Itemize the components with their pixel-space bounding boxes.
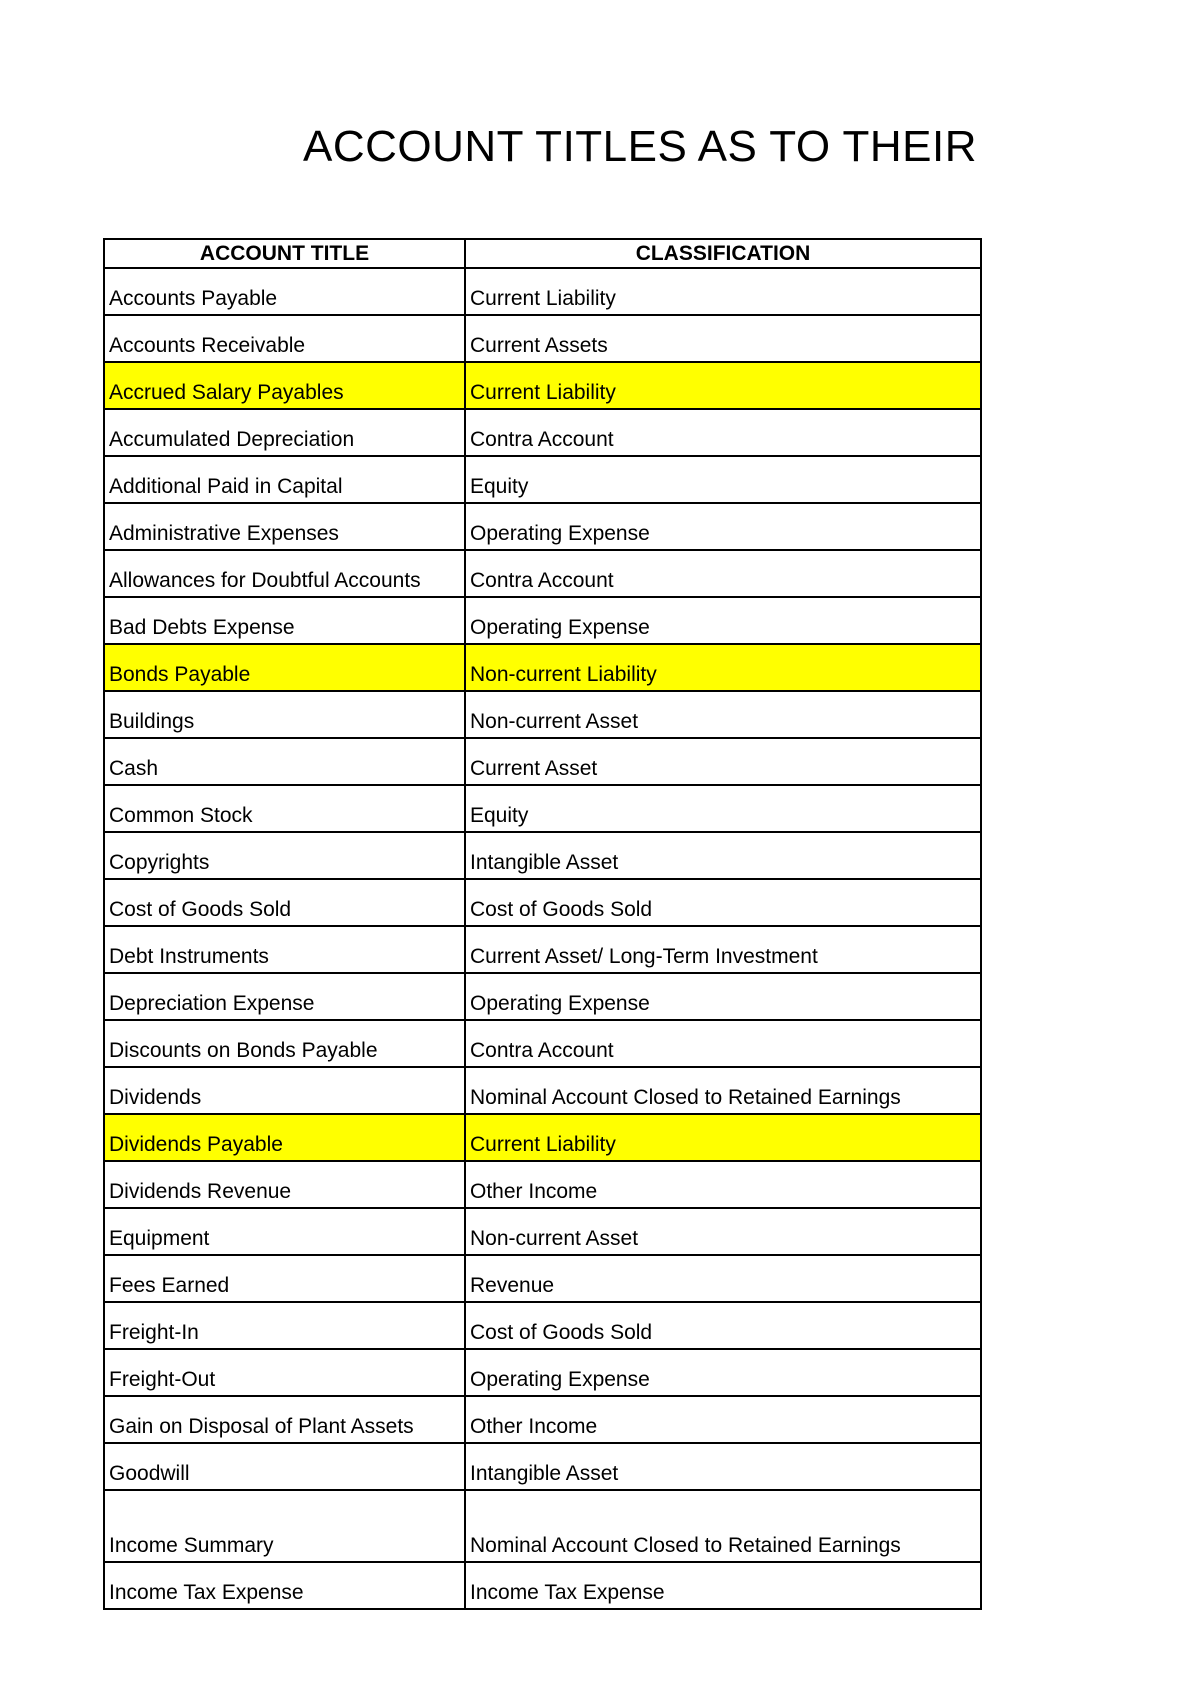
account-title-cell: Copyrights [104, 832, 465, 879]
classification-cell: Current Asset [465, 738, 981, 785]
table-row [104, 926, 981, 973]
table-row [104, 832, 981, 879]
account-title-cell: Discounts on Bonds Payable [104, 1020, 465, 1067]
account-title-cell: Buildings [104, 691, 465, 738]
classification-cell: Intangible Asset [465, 1443, 981, 1490]
account-title-cell: Accumulated Depreciation [104, 409, 465, 456]
classification-cell: Equity [465, 456, 981, 503]
classification-cell: Operating Expense [465, 503, 981, 550]
classification-cell: Non-current Asset [465, 1208, 981, 1255]
table-row [104, 597, 981, 644]
column-header-classification: CLASSIFICATION [465, 239, 981, 268]
account-title-cell: Accrued Salary Payables [104, 362, 465, 409]
table-row [104, 1396, 981, 1443]
classification-cell: Contra Account [465, 1020, 981, 1067]
classification-cell: Operating Expense [465, 597, 981, 644]
table-row [104, 738, 981, 785]
account-title-cell: Depreciation Expense [104, 973, 465, 1020]
account-title-cell: Additional Paid in Capital [104, 456, 465, 503]
classification-cell: Revenue [465, 1255, 981, 1302]
table-body [104, 268, 981, 1609]
table-row [104, 1020, 981, 1067]
table-row [104, 973, 981, 1020]
account-title-cell: Accounts Payable [104, 268, 465, 315]
classification-cell: Operating Expense [465, 973, 981, 1020]
account-title-cell: Dividends Payable [104, 1114, 465, 1161]
classification-cell: Intangible Asset [465, 832, 981, 879]
account-title-cell: Allowances for Doubtful Accounts [104, 550, 465, 597]
account-title-cell: Common Stock [104, 785, 465, 832]
classification-cell: Other Income [465, 1161, 981, 1208]
table-row [104, 503, 981, 550]
table-row [104, 1208, 981, 1255]
page-title: ACCOUNT TITLES AS TO THEIR [303, 122, 977, 171]
classification-cell: Income Tax Expense [465, 1562, 981, 1609]
account-title-cell: Accounts Receivable [104, 315, 465, 362]
classification-cell: Other Income [465, 1396, 981, 1443]
account-title-cell: Debt Instruments [104, 926, 465, 973]
table-row [104, 1562, 981, 1609]
classification-cell: Cost of Goods Sold [465, 879, 981, 926]
classification-cell: Contra Account [465, 550, 981, 597]
classification-cell: Non-current Liability [465, 644, 981, 691]
table-row [104, 362, 981, 409]
table-row [104, 550, 981, 597]
table-row [104, 456, 981, 503]
classification-cell: Nominal Account Closed to Retained Earnings [465, 1490, 981, 1562]
classification-cell: Nominal Account Closed to Retained Earnings [465, 1067, 981, 1114]
classification-cell: Current Liability [465, 1114, 981, 1161]
classification-cell: Equity [465, 785, 981, 832]
column-header-account-title: ACCOUNT TITLE [104, 239, 465, 268]
table-row [104, 644, 981, 691]
account-title-cell: Income Summary [104, 1490, 465, 1562]
classification-cell: Current Asset/ Long-Term Investment [465, 926, 981, 973]
table-row [104, 879, 981, 926]
table-row [104, 1302, 981, 1349]
table-row [104, 691, 981, 738]
table-header-row [104, 239, 981, 268]
account-title-cell: Equipment [104, 1208, 465, 1255]
account-title-cell: Bonds Payable [104, 644, 465, 691]
table-row [104, 268, 981, 315]
account-title-cell: Gain on Disposal of Plant Assets [104, 1396, 465, 1443]
classification-cell: Cost of Goods Sold [465, 1302, 981, 1349]
table-row [104, 409, 981, 456]
table-row [104, 1349, 981, 1396]
classification-cell: Operating Expense [465, 1349, 981, 1396]
classification-cell: Current Liability [465, 362, 981, 409]
table-row [104, 1067, 981, 1114]
account-title-cell: Bad Debts Expense [104, 597, 465, 644]
account-classification-table [103, 238, 982, 1610]
account-title-cell: Cash [104, 738, 465, 785]
account-title-cell: Administrative Expenses [104, 503, 465, 550]
account-title-cell: Dividends Revenue [104, 1161, 465, 1208]
classification-cell: Current Liability [465, 268, 981, 315]
table-row [104, 315, 981, 362]
account-title-cell: Income Tax Expense [104, 1562, 465, 1609]
account-title-cell: Goodwill [104, 1443, 465, 1490]
account-title-cell: Fees Earned [104, 1255, 465, 1302]
classification-cell: Non-current Asset [465, 691, 981, 738]
account-title-cell: Freight-In [104, 1302, 465, 1349]
classification-cell: Contra Account [465, 409, 981, 456]
table-row [104, 1490, 981, 1562]
table-row [104, 1161, 981, 1208]
account-title-cell: Freight-Out [104, 1349, 465, 1396]
table-row [104, 785, 981, 832]
table-row [104, 1255, 981, 1302]
table-row [104, 1443, 981, 1490]
account-title-cell: Cost of Goods Sold [104, 879, 465, 926]
classification-cell: Current Assets [465, 315, 981, 362]
account-title-cell: Dividends [104, 1067, 465, 1114]
table-row [104, 1114, 981, 1161]
